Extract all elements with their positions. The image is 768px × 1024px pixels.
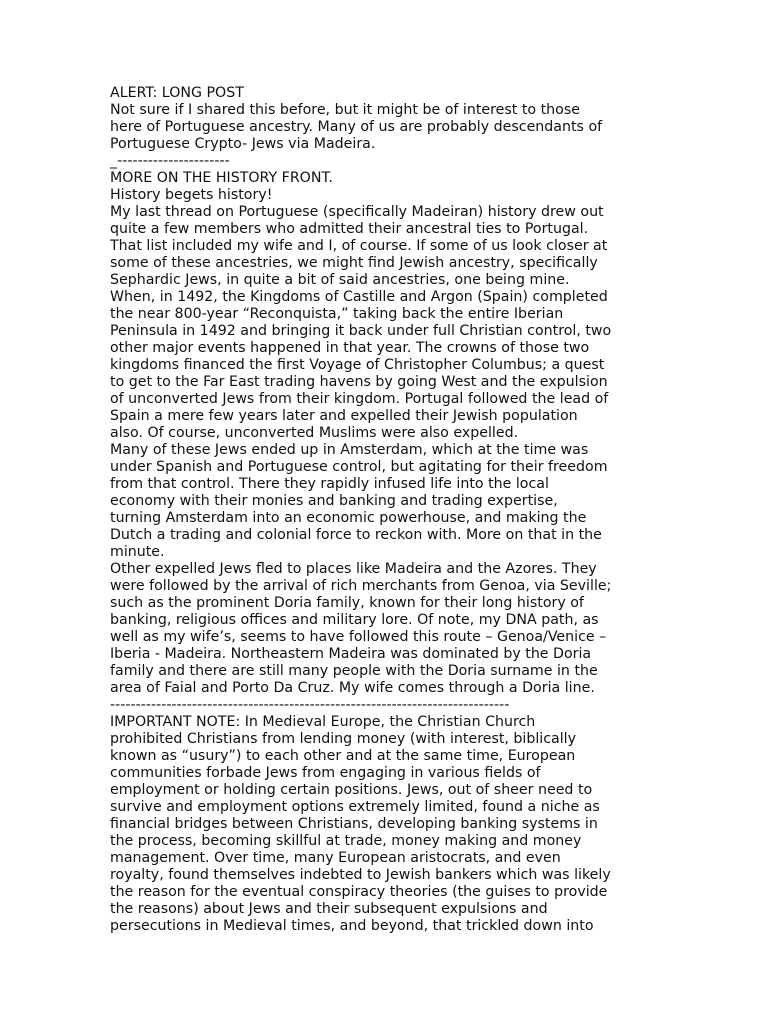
text-line: area of Faial and Porto Da Cruz. My wife comes through a Doria line. (110, 680, 595, 696)
text-line: royalty, found themselves indebted to Jewish bankers which was likely (110, 867, 611, 883)
text-line: prohibited Christians from lending money (with interest, biblically (110, 731, 577, 747)
text-line: the process, becoming skillful at trade, money making and money (110, 833, 582, 849)
text-line: _---------------------- (110, 153, 230, 169)
text-line: well as my wife’s, seems to have followed this route – Genoa/Venice – (110, 629, 607, 645)
text-line: ------------------------------------------------------------------------------ (110, 697, 510, 713)
text-line: My last thread on Portuguese (specifically Madeiran) history drew out (110, 204, 604, 220)
text-line: known as “usury”) to each other and at the same time, European (110, 748, 576, 764)
text-line: management. Over time, many European aristocrats, and even (110, 850, 561, 866)
text-line: the near 800-year “Reconquista,” taking back the entire Iberian (110, 306, 564, 322)
text-line: communities forbade Jews from engaging in various fields of (110, 765, 541, 781)
text-line: were followed by the arrival of rich merchants from Genoa, via Seville; (110, 578, 612, 594)
text-line: to get to the Far East trading havens by going West and the expulsion (110, 374, 608, 390)
text-line: quite a few members who admitted their ancestral ties to Portugal. (110, 221, 589, 237)
text-line: other major events happened in that year. The crowns of those two (110, 340, 590, 356)
text-line: kingdoms financed the first Voyage of Christopher Columbus; a quest (110, 357, 605, 373)
text-line: the reason for the eventual conspiracy theories (the guises to provide (110, 884, 608, 900)
text-line: of unconverted Jews from their kingdom. Portugal followed the lead of (110, 391, 609, 407)
text-line: Peninsula in 1492 and bringing it back under full Christian control, two (110, 323, 612, 339)
text-line: When, in 1492, the Kingdoms of Castille and Argon (Spain) completed (110, 289, 608, 305)
text-line: financial bridges between Christians, developing banking systems in (110, 816, 598, 832)
text-line: from that control. There they rapidly infused life into the local (110, 476, 549, 492)
text-line: turning Amsterdam into an economic powerhouse, and making the (110, 510, 587, 526)
text-line: Dutch a trading and colonial force to reckon with. More on that in the (110, 527, 602, 543)
text-line: minute. (110, 544, 165, 560)
text-line: survive and employment options extremely limited, found a niche as (110, 799, 600, 815)
text-line: Spain a mere few years later and expelled their Jewish population (110, 408, 578, 424)
text-line: also. Of course, unconverted Muslims were also expelled. (110, 425, 519, 441)
text-line: family and there are still many people with the Doria surname in the (110, 663, 598, 679)
text-line: such as the prominent Doria family, known for their long history of (110, 595, 584, 611)
document-body (110, 85, 670, 935)
text-line: IMPORTANT NOTE: In Medieval Europe, the Christian Church (110, 714, 536, 730)
text-line: economy with their monies and banking and trading expertise, (110, 493, 558, 509)
text-line: Many of these Jews ended up in Amsterdam, which at the time was (110, 442, 589, 458)
text-line: That list included my wife and I, of course. If some of us look closer at (110, 238, 608, 254)
text-line: banking, religious offices and military lore. Of note, my DNA path, as (110, 612, 599, 628)
text-line: Sephardic Jews, in quite a bit of said ancestries, one being mine. (110, 272, 570, 288)
text-line: Not sure if I shared this before, but it might be of interest to those (110, 102, 580, 118)
text-line: Other expelled Jews fled to places like Madeira and the Azores. They (110, 561, 597, 577)
text-line: under Spanish and Portuguese control, but agitating for their freedom (110, 459, 608, 475)
text-line: employment or holding certain positions. Jews, out of sheer need to (110, 782, 593, 798)
text-line: History begets history! (110, 187, 273, 203)
text-line: Iberia - Madeira. Northeastern Madeira was dominated by the Doria (110, 646, 592, 662)
text-line: persecutions in Medieval times, and beyond, that trickled down into (110, 918, 594, 934)
text-line: ALERT: LONG POST (110, 85, 244, 101)
text-line: MORE ON THE HISTORY FRONT. (110, 170, 333, 186)
text-line: here of Portuguese ancestry. Many of us are probably descendants of (110, 119, 603, 135)
text-line: the reasons) about Jews and their subsequent expulsions and (110, 901, 548, 917)
text-line: Portuguese Crypto- Jews via Madeira. (110, 136, 376, 152)
text-line: some of these ancestries, we might find Jewish ancestry, specifically (110, 255, 598, 271)
